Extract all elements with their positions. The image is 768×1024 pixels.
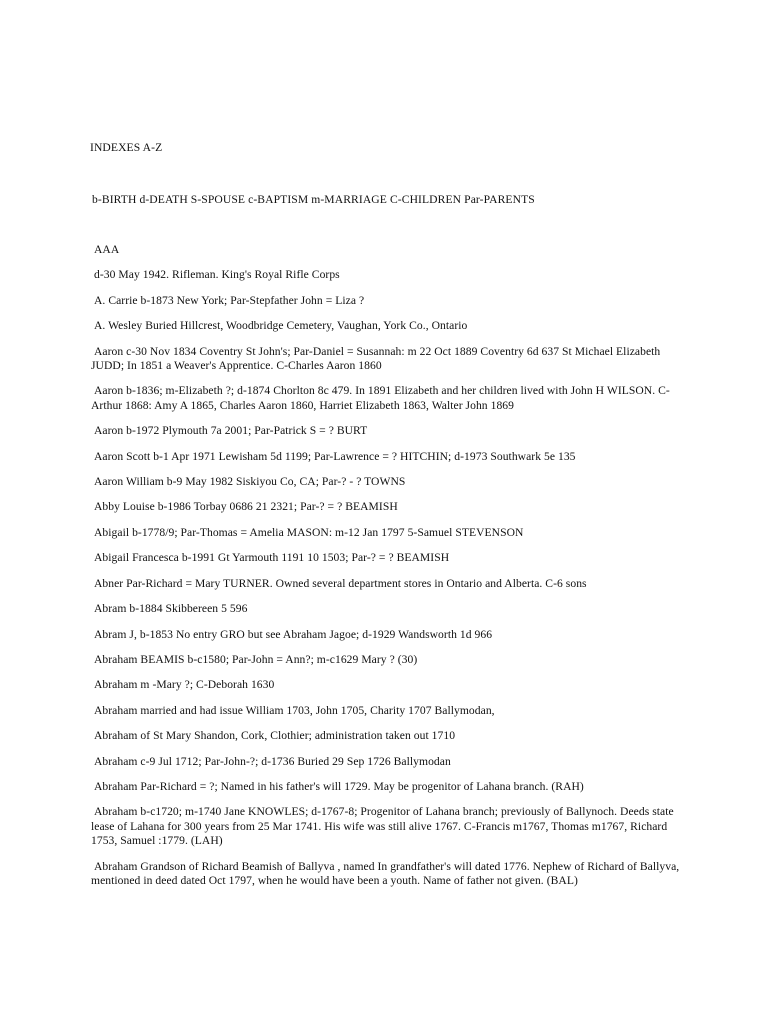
index-entry (91, 860, 691, 889)
index-entry (91, 653, 691, 667)
index-entry-text: Abraham b-c1720; m-1740 Jane KNOWLES; d-1767-8; Progenitor of Lahana branch; previously of Ballynoch. Deeds state lease of Lahana for 300 years from 25 Mar 1741. His wife was still alive 1767. C-Francis m1767, Thomas m1767, Richard 1753, Samuel :1779. (LAH) (91, 805, 674, 848)
index-entry-text: Abram b-1884 Skibbereen 5 596 (94, 602, 248, 616)
index-entry-text: Abigail Francesca b-1991 Gt Yarmouth 1191 10 1503; Par-? = ? BEAMISH (94, 551, 450, 565)
index-entry-text: AAA (94, 243, 120, 256)
index-entry (91, 602, 691, 616)
index-entry-text: Aaron William b-9 May 1982 Siskiyou Co, CA; Par-? - ? TOWNS (94, 475, 406, 489)
index-entry (91, 294, 691, 308)
index-entry (91, 345, 691, 374)
index-entry-text: A. Carrie b-1873 New York; Par-Stepfather John = Liza ? (94, 293, 365, 307)
index-entry (91, 384, 691, 413)
index-entry (91, 729, 691, 743)
page-title: INDEXES A-Z (90, 141, 163, 154)
index-entry-text: A. Wesley Buried Hillcrest, Woodbridge Cemetery, Vaughan, York Co., Ontario (94, 319, 468, 333)
index-entry-text: Abraham BEAMIS b-c1580; Par-John = Ann?; m-c1629 Mary ? (30) (94, 652, 418, 666)
index-entry-text: Aaron Scott b-1 Apr 1971 Lewisham 5d 1199; Par-Lawrence = ? HITCHIN; d-1973 Southwark 5e 135 (94, 449, 576, 463)
index-entry (91, 268, 691, 282)
index-entry (91, 551, 691, 565)
index-entry (91, 628, 691, 642)
index-entry-text: Aaron b-1836; m-Elizabeth ?; d-1874 Chorlton 8c 479. In 1891 Elizabeth and her children lived with John H WILSON. C-Arthur 1868: Amy A 1865, Charles Aaron 1860, Harriet Elizabeth 1863, Walter John 1869 (91, 384, 670, 412)
index-entry-text: Abraham of St Mary Shandon, Cork, Clothier; administration taken out 1710 (94, 729, 456, 743)
index-entry (91, 424, 691, 438)
index-entry (91, 805, 691, 848)
index-entry (91, 780, 691, 794)
index-entry-text: Abraham m -Mary ?; C-Deborah 1630 (94, 678, 275, 692)
index-entry-list (91, 243, 691, 899)
index-entry-text: d-30 May 1942. Rifleman. King's Royal Rifle Corps (94, 268, 340, 282)
index-entry (91, 243, 691, 257)
index-entry-text: Abraham c-9 Jul 1712; Par-John-?; d-1736 Buried 29 Sep 1726 Ballymodan (94, 754, 451, 768)
index-entry (91, 526, 691, 540)
index-entry (91, 450, 691, 464)
index-entry-text: Abigail b-1778/9; Par-Thomas = Amelia MASON: m-12 Jan 1797 5-Samuel STEVENSON (94, 525, 524, 539)
index-entry-text: Abraham Grandson of Richard Beamish of Ballyva , named In grandfather's will dated 1776. Nephew of Richard of Ballyva, mentioned in deed dated Oct 1797, when he would have been a youth. Name of father not given. (BAL) (91, 859, 680, 887)
index-entry (91, 500, 691, 514)
abbreviation-legend: b-BIRTH d-DEATH S-SPOUSE c-BAPTISM m-MARRIAGE C-CHILDREN Par-PARENTS (92, 193, 535, 206)
index-entry (91, 319, 691, 333)
index-entry-text: Aaron c-30 Nov 1834 Coventry St John's; Par-Daniel = Susannah: m 22 Oct 1889 Coventry 6d 637 St Michael Elizabeth JUDD; In 1851 a Weaver's Apprentice. C-Charles Aaron 1860 (91, 344, 661, 373)
index-entry-text: Abby Louise b-1986 Torbay 0686 21 2321; Par-? = ? BEAMISH (94, 500, 398, 514)
index-entry-text: Abraham married and had issue William 1703, John 1705, Charity 1707 Ballymodan, (94, 703, 495, 717)
index-entry (91, 678, 691, 692)
index-entry-text: Abram J, b-1853 No entry GRO but see Abraham Jagoe; d-1929 Wandsworth 1d 966 (94, 627, 493, 641)
index-entry (91, 704, 691, 718)
index-entry-text: Abraham Par-Richard = ?; Named in his father's will 1729. May be progenitor of Lahana branch. (RAH) (94, 779, 584, 793)
index-entry (91, 577, 691, 591)
index-entry-text: Abner Par-Richard = Mary TURNER. Owned several department stores in Ontario and Alberta. C-6 sons (94, 576, 587, 590)
index-entry (91, 755, 691, 769)
index-entry (91, 475, 691, 489)
index-entry-text: Aaron b-1972 Plymouth 7a 2001; Par-Patrick S = ? BURT (94, 424, 368, 438)
